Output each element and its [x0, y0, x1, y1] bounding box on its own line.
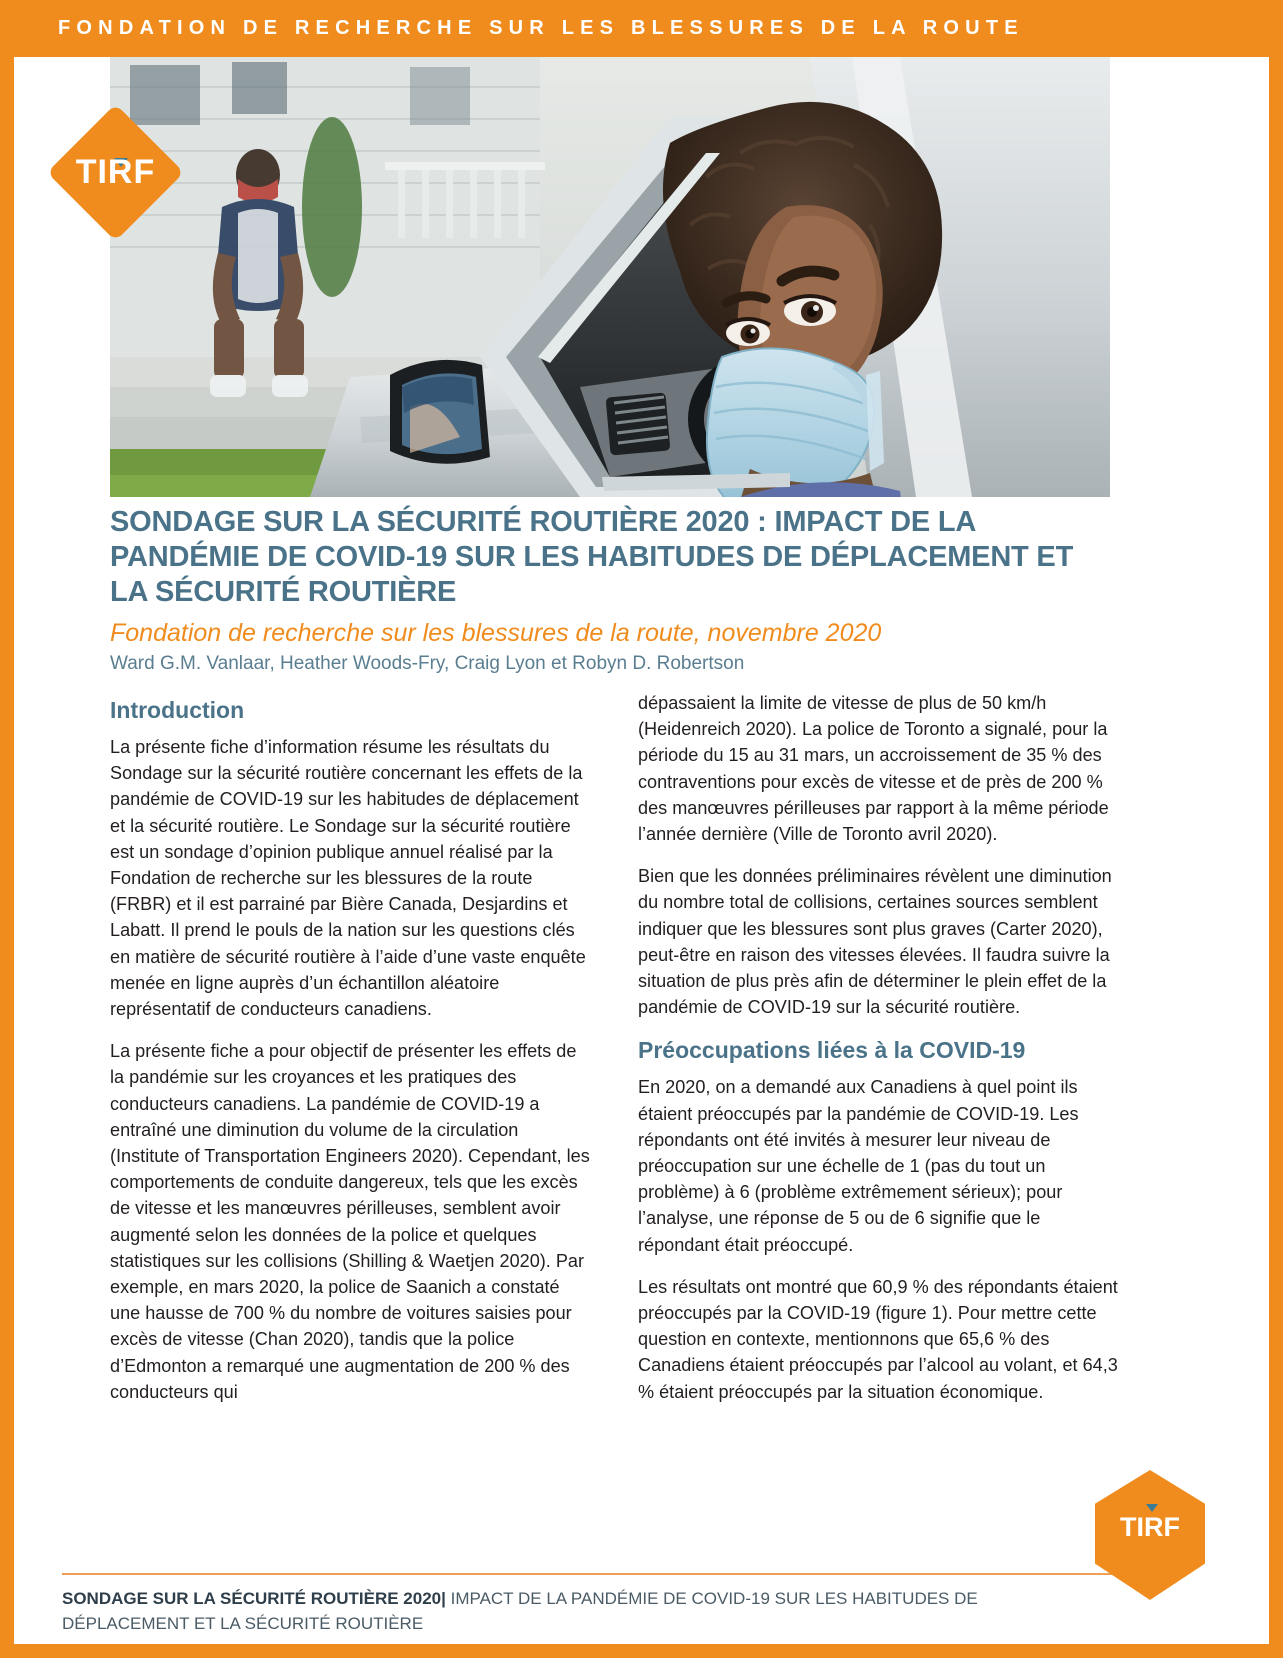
paragraph: Bien que les données préliminaires révèlent une diminution du nombre total de collisions, certaines sources semblent indiquer que les blessures sont plus graves (Carter 2020), peut-être en raison des vitesses élevées. Il faudra suivre la situation de plus près afin de déterminer le plein effet de la pandémie de COVID-19 sur la sécurité routière.	[638, 866, 1112, 1018]
page-title: SONDAGE SUR LA SÉCURITÉ ROUTIÈRE 2020 : IMPACT DE LA PANDÉMIE DE COVID-19 SUR LES HABITUDES DE DÉPLACEMENT ET LA SÉCURITÉ ROUTIÈRE	[110, 506, 1074, 608]
footer-separator: |	[441, 1589, 446, 1608]
body-columns	[110, 690, 1120, 1470]
section-heading-preoccupations: Préoccupations liées à la COVID-19	[638, 1037, 1026, 1064]
authors-line: Ward G.M. Vanlaar, Heather Woods-Fry, Craig Lyon et Robyn D. Robertson	[110, 653, 745, 674]
right-column	[638, 690, 1119, 1470]
left-border-rail	[0, 0, 14, 1658]
paragraph: Les résultats ont montré que 60,9 % des répondants étaient préoccupés par la COVID-19 (figure 1). Pour mettre cette question en contexte, mentionnons que 65,6 % des Canadiens étaient préoccupés par l’alcool au volant, et 64,3 % étaient préoccupés par la situation économique.	[638, 1276, 1118, 1402]
tirf-logo-badge	[47, 104, 184, 241]
triangle-accent-icon	[1146, 1504, 1158, 1512]
tirf-footer-logo	[1095, 1470, 1205, 1600]
tirf-wordmark: TIRF	[75, 153, 156, 191]
top-banner	[0, 0, 1283, 57]
paragraph: En 2020, on a demandé aux Canadiens à quel point ils étaient préoccupés par la pandémie de COVID-19. Les répondants ont été invités à mesurer leur niveau de préoccupation sur une échelle de 1 (pas du tout un problème) à 6 (problème extrêmement sérieux); pour l’analyse, une réponse de 5 ou de 6 signifie que le répondant était préoccupé.	[638, 1077, 1079, 1255]
paragraph: La présente fiche d’information résume les résultats du Sondage sur la sécurité routière concernant les effets de la pandémie de COVID-19 sur les habitudes de déplacement et la sécurité routière. Le Sondage sur la sécurité routière est un sondage d’opinion publique annuel réalisé par la Fondation de recherche sur les blessures de la route (FRBR) et il est parrainé par Bière Canada, Desjardins et Labatt. Il prend le pouls de la nation sur les questions clés en matière de sécurité routière à l’aide d’une vaste enquête menée en ligne auprès d’un échantillon aléatoire représentatif de conducteurs canadiens.	[110, 737, 586, 1020]
hero-photo	[110, 57, 1110, 497]
footer-title-bold: SONDAGE SUR LA SÉCURITÉ ROUTIÈRE 2020	[62, 1589, 442, 1608]
organization-name: FONDATION DE RECHERCHE SUR LES BLESSURES DE LA ROUTE	[58, 17, 1024, 39]
left-column	[110, 690, 591, 1470]
right-border-rail	[1269, 0, 1283, 1658]
section-heading-introduction: Introduction	[110, 697, 245, 723]
paragraph: La présente fiche a pour objectif de présenter les effets de la pandémie sur les croyances et les pratiques des conducteurs canadiens. La pandémie de COVID-19 a entraîné une diminution du volume de la circulation (Institute of Transportation Engineers 2020). Cependant, les comportements de conduite dangereux, tels que les excès de vitesse et les manœuvres périlleuses, semblent avoir augmenté selon les données de la police et quelques statistiques sur les collisions (Shilling & Waetjen 2020). Par exemple, en mars 2020, la police de Saanich a constaté une hausse de 700 % du nombre de voitures saisies pour excès de vitesse (Chan 2020), tandis que la police d’Edmonton a remarqué une augmentation de 200 % des conducteurs qui	[110, 1041, 590, 1402]
paragraph: dépassaient la limite de vitesse de plus de 50 km/h (Heidenreich 2020). La police de Toronto a signalé, pour la période du 15 au 31 mars, un accroissement de 35 % des contraventions pour excès de vitesse et de près de 200 % des manœuvres périlleuses par rapport à la même période l’année dernière (Ville de Toronto avril 2020).	[638, 693, 1109, 845]
page-subtitle: Fondation de recherche sur les blessures de la route, novembre 2020	[110, 619, 882, 647]
footer-title-rest: IMPACT DE LA PANDÉMIE DE COVID-19 SUR LES HABITUDES DE DÉPLACEMENT ET LA SÉCURITÉ ROUTIÈRE	[62, 1589, 978, 1633]
tirf-wordmark-footer: TIRF	[1120, 1512, 1180, 1542]
title-block	[110, 505, 1110, 676]
bottom-border-rail	[0, 1644, 1283, 1658]
footer-text	[62, 1586, 1062, 1636]
footer-divider	[62, 1573, 1162, 1575]
